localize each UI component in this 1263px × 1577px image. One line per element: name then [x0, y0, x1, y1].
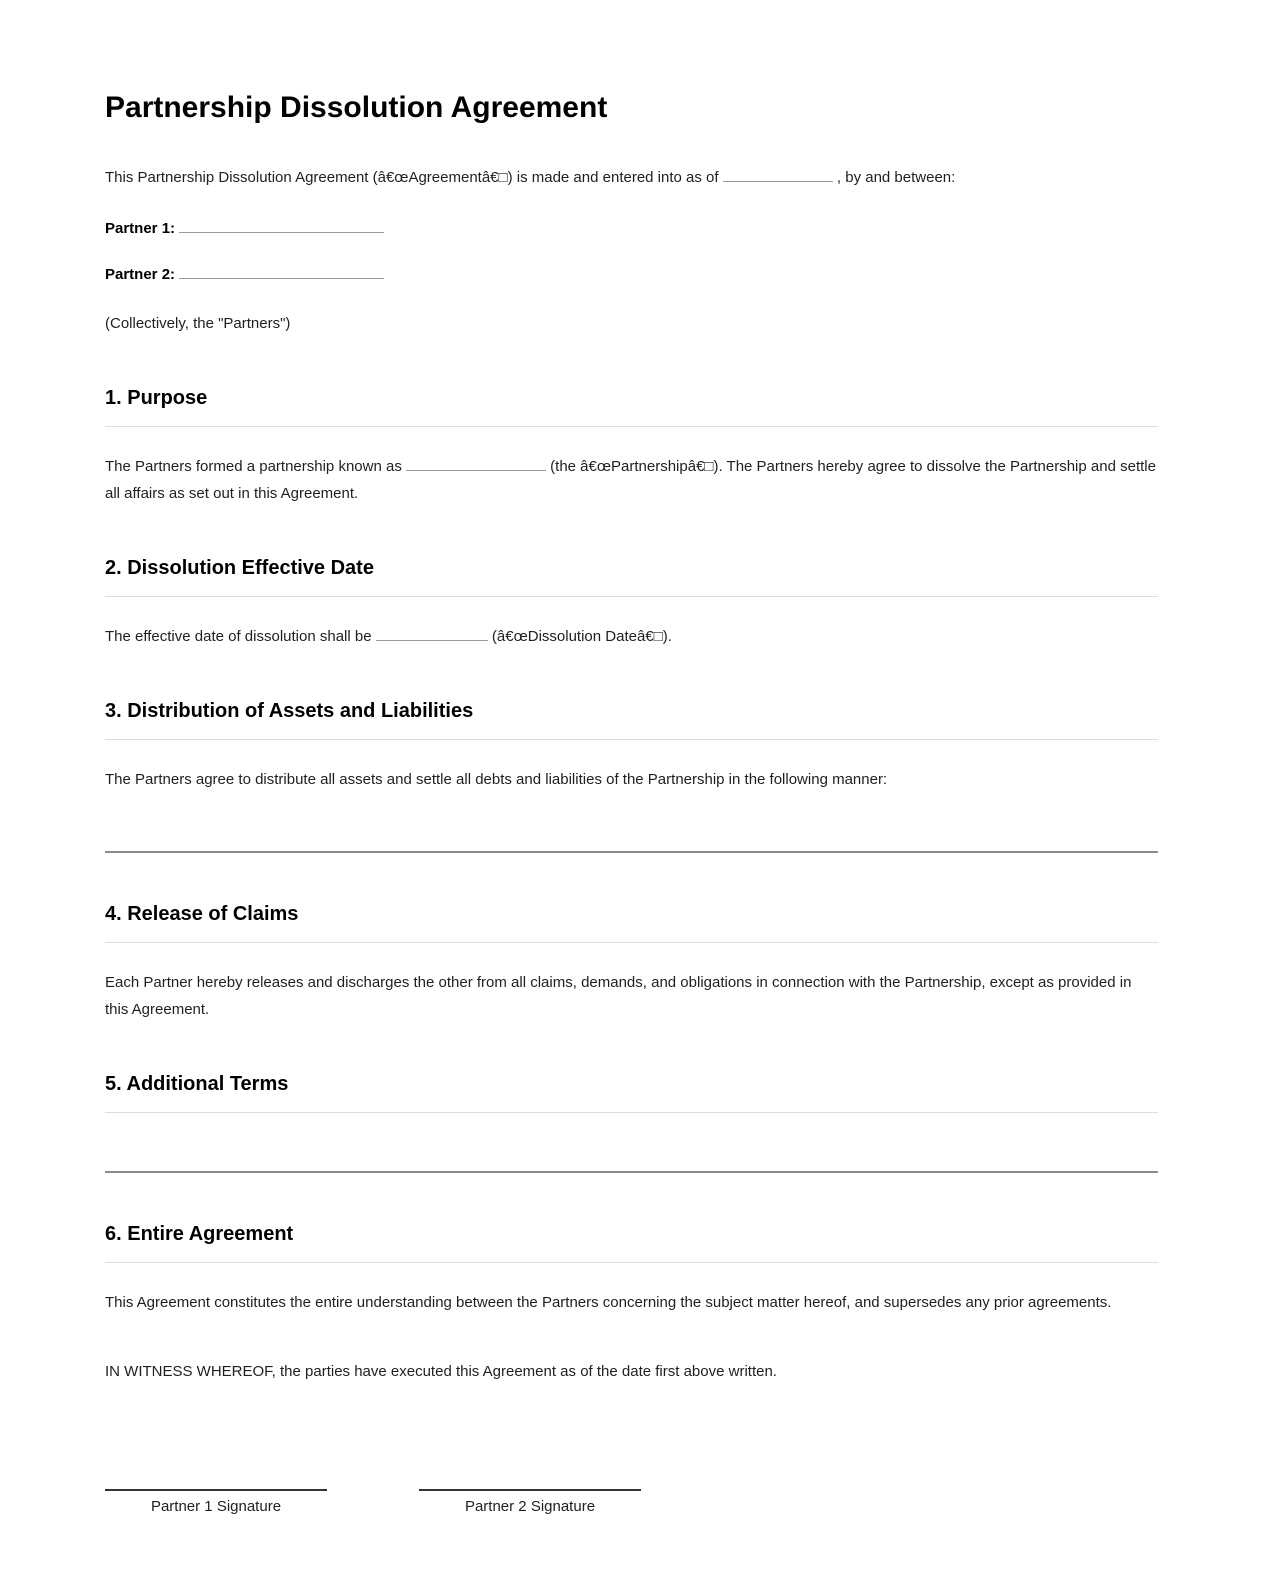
section-entire-agreement — [105, 1221, 1158, 1316]
partner1-label: Partner 1: — [105, 220, 176, 237]
section-purpose — [105, 385, 1158, 507]
dissolution-date-blank — [376, 627, 488, 641]
agreement-date-blank — [723, 168, 833, 182]
section-effective-date-heading: 2. Dissolution Effective Date — [105, 555, 1158, 597]
intro-paragraph — [105, 164, 1158, 191]
section-entire-agreement-body: This Agreement constitutes the entire understanding between the Partners concerning the subject matter hereof, and supersedes any prior agreements. — [105, 1294, 1112, 1311]
section-release-heading: 4. Release of Claims — [105, 901, 1158, 943]
effective-date-text-after: (â€œDissolution Dateâ€□). — [491, 628, 672, 645]
additional-terms-write-line — [105, 1171, 1158, 1173]
partner1-row — [105, 215, 1158, 242]
partner2-signature-label: Partner 2 Signature — [464, 1498, 596, 1515]
partner2-row — [105, 261, 1158, 288]
distribution-write-line — [105, 851, 1158, 853]
partnership-name-blank — [406, 457, 546, 471]
purpose-text-after: (the â€œPartnershipâ€□). The Partners hereby agree to dissolve the Partnership and settle all affairs as set out in this Agreement. — [105, 458, 1156, 502]
partner2-signature-col — [419, 1489, 641, 1517]
witness-paragraph: IN WITNESS WHEREOF, the parties have executed this Agreement as of the date first above written. — [105, 1363, 777, 1380]
signature-block — [105, 1489, 1158, 1517]
section-effective-date — [105, 555, 1158, 650]
partner1-signature-line — [105, 1489, 327, 1491]
effective-date-text-before: The effective date of dissolution shall be — [105, 628, 372, 645]
section-purpose-body — [105, 453, 1158, 507]
section-distribution-heading: 3. Distribution of Assets and Liabilities — [105, 698, 1158, 740]
partner2-signature-line — [419, 1489, 641, 1491]
section-entire-agreement-heading: 6. Entire Agreement — [105, 1221, 1158, 1263]
section-distribution-body: The Partners agree to distribute all assets and settle all debts and liabilities of the Partnership in the following manner: — [105, 771, 888, 788]
section-effective-date-body — [105, 623, 1158, 650]
section-purpose-heading: 1. Purpose — [105, 385, 1158, 427]
intro-text-after: , by and between: — [836, 169, 956, 186]
purpose-text-before: The Partners formed a partnership known as — [105, 458, 402, 475]
intro-text-before: This Partnership Dissolution Agreement (â€œAgreementâ€□) is made and entered into as of — [105, 169, 719, 186]
partner2-label: Partner 2: — [105, 266, 176, 283]
section-additional-terms — [105, 1071, 1158, 1173]
section-release — [105, 901, 1158, 1023]
partner1-signature-label: Partner 1 Signature — [150, 1498, 282, 1515]
partner1-signature-col — [105, 1489, 327, 1517]
section-additional-terms-heading: 5. Additional Terms — [105, 1071, 1158, 1113]
partner1-name-blank — [179, 219, 384, 233]
collectively-note: (Collectively, the "Partners") — [105, 315, 291, 332]
page-title: Partnership Dissolution Agreement — [105, 91, 608, 124]
partner2-name-blank — [179, 265, 384, 279]
section-distribution — [105, 698, 1158, 853]
document-page — [105, 0, 1158, 1577]
section-release-body: Each Partner hereby releases and discharges the other from all claims, demands, and obligations in connection with the Partnership, except as provided in this Agreement. — [105, 974, 1132, 1018]
